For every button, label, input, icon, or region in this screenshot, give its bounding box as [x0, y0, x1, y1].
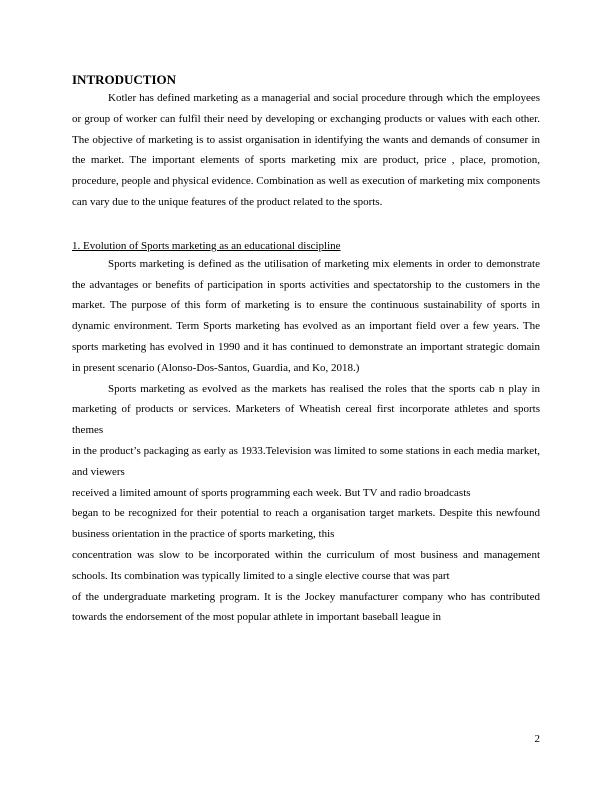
section-paragraph-2-line-6: of the undergraduate marketing program. It is the Jockey manufacturer company who has contributed towards the endorsement of the most popular athlete in important baseball league in [72, 590, 540, 624]
section-paragraph-2-line-3: received a limited amount of sports programming each week. But TV and radio broadcasts [72, 486, 471, 499]
intro-paragraph: Kotler has defined marketing as a managerial and social procedure through which the employees or group of worker can fulfil their need by developing or exchanging products or values with each other. The objective of marketing is to assist organisation in identifying the wants and demands of consumer in the market. The important elements of sports marketing mix are product, price , place, promotion, procedure, people and physical evidence. Combination as well as execution of marketing mix components can vary due to the unique features of the product related to the sports. [72, 92, 540, 208]
page-title: INTRODUCTION [72, 72, 177, 87]
section-paragraph-1: Sports marketing is defined as the utilisation of marketing mix elements in order to demonstrate the advantages or benefits of participation in sports activities and spectatorship to the customers in the market. The purpose of this form of marketing is to ensure the continuous sustainability of sports in dynamic environment. Term Sports marketing has evolved as an important field over a few years. The sports marketing has evolved in 1990 and it has continued to demonstrate an important strategic domain in present scenario (Alonso-Dos-Santos, Guardia, and Ko, 2018.) [72, 257, 540, 374]
section-heading: 1. Evolution of Sports marketing as an educational discipline [72, 239, 341, 252]
section-paragraph-2-line-4: began to be recognized for their potential to reach a organisation target markets. Despite this newfound business orientation in the practice of sports marketing, this [72, 507, 540, 541]
section-paragraph-2-line-2: in the product’s packaging as early as 1933.Television was limited to some stations in each media market, and viewers [72, 444, 540, 478]
page-number: 2 [534, 733, 540, 745]
page-content [72, 72, 540, 628]
section-paragraph-2-line-5: concentration was slow to be incorporated within the curriculum of most business and management schools. Its combination was typically limited to a single elective course that was part [72, 548, 540, 582]
paragraph-spacer [72, 213, 540, 234]
section-paragraph-2-line-1: Sports marketing as evolved as the markets has realised the roles that the sports cab n play in marketing of products or services. Marketers of Wheatish cereal first incorporate athletes and sports themes [72, 382, 540, 437]
